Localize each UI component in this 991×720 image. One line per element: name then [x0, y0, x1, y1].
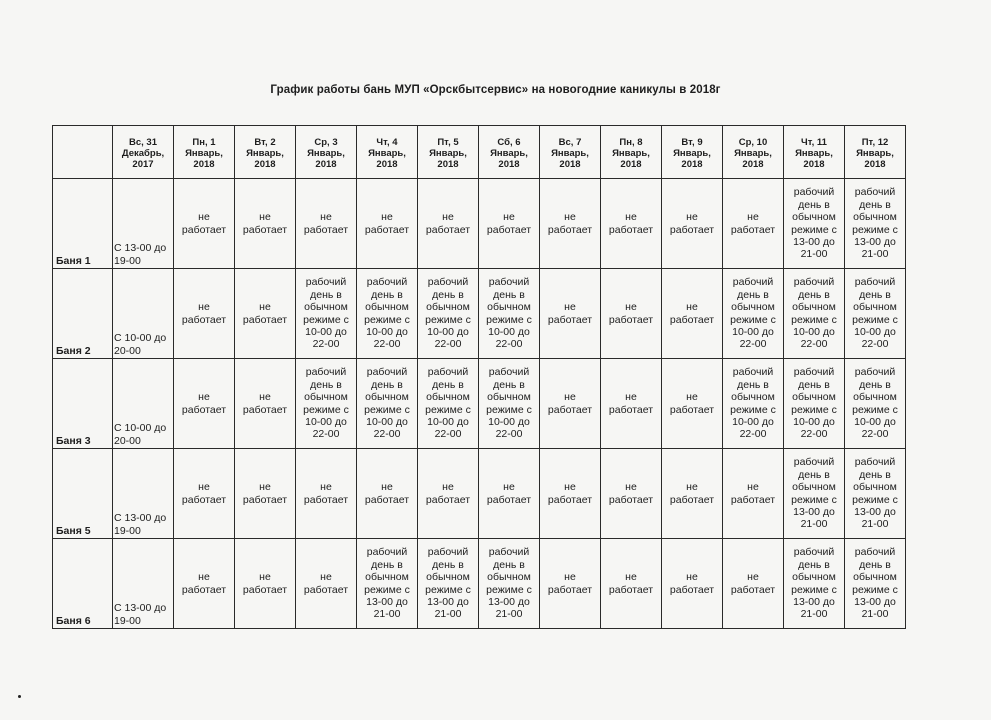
column-header: Вс, 31 Декабрь, 2017 [113, 126, 174, 179]
schedule-cell-text: рабочий день в обычном режиме с 10-00 до 22-00 [852, 276, 898, 351]
schedule-cell [662, 359, 723, 449]
schedule-cell [296, 539, 357, 629]
schedule-cell [296, 179, 357, 269]
schedule-cell-text: рабочий день в обычном режиме с 10-00 до 22-00 [791, 366, 837, 441]
schedule-cell [418, 449, 479, 539]
schedule-cell-text: не работает [242, 301, 288, 326]
schedule-cell [174, 359, 235, 449]
schedule-cell-text: не работает [547, 391, 593, 416]
page-title: График работы бань МУП «Орскбытсервис» на новогодние каникулы в 2018г [270, 84, 721, 96]
schedule-cell-text: рабочий день в обычном режиме с 10-00 до 22-00 [303, 276, 349, 351]
schedule-cell [357, 179, 418, 269]
schedule-cell [357, 539, 418, 629]
schedule-cell [540, 359, 601, 449]
column-header: Пт, 5 Январь, 2018 [418, 126, 479, 179]
schedule-cell-text: не работает [547, 481, 593, 506]
schedule-cell [845, 179, 906, 269]
schedule-cell [357, 269, 418, 359]
column-header: Пн, 8 Январь, 2018 [601, 126, 662, 179]
schedule-cell [418, 179, 479, 269]
schedule-cell [845, 449, 906, 539]
schedule-cell-text: рабочий день в обычном режиме с 10-00 до 22-00 [791, 276, 837, 351]
schedule-cell-text: рабочий день в обычном режиме с 13-00 до 21-00 [791, 456, 837, 531]
schedule-cell [845, 269, 906, 359]
bath-name: Баня 2 [53, 269, 113, 359]
schedule-cell-text: не работает [364, 481, 410, 506]
schedule-cell [662, 449, 723, 539]
schedule-cell [723, 269, 784, 359]
schedule-cell [479, 449, 540, 539]
schedule-cell-text: не работает [608, 211, 654, 236]
schedule-cell [601, 359, 662, 449]
schedule-cell [601, 269, 662, 359]
column-header: Ср, 3 Январь, 2018 [296, 126, 357, 179]
table-row [53, 179, 906, 269]
column-header: Вт, 9 Январь, 2018 [662, 126, 723, 179]
schedule-cell [235, 359, 296, 449]
schedule-cell [784, 449, 845, 539]
regular-hours: С 10-00 до 20-00 [113, 269, 174, 359]
regular-hours: С 13-00 до 19-00 [113, 539, 174, 629]
regular-hours: С 13-00 до 19-00 [113, 449, 174, 539]
schedule-cell [174, 179, 235, 269]
column-header: Пн, 1 Январь, 2018 [174, 126, 235, 179]
schedule-cell [418, 539, 479, 629]
schedule-cell [174, 269, 235, 359]
column-header: Чт, 11 Январь, 2018 [784, 126, 845, 179]
bath-name: Баня 1 [53, 179, 113, 269]
schedule-cell [845, 359, 906, 449]
schedule-cell-text: рабочий день в обычном режиме с 10-00 до 22-00 [486, 366, 532, 441]
schedule-cell [723, 179, 784, 269]
schedule-cell [540, 539, 601, 629]
schedule-cell-text: рабочий день в обычном режиме с 13-00 до 21-00 [852, 546, 898, 621]
schedule-cell [235, 269, 296, 359]
schedule-cell-text: не работает [730, 571, 776, 596]
schedule-cell [540, 449, 601, 539]
column-header: Вт, 2 Январь, 2018 [235, 126, 296, 179]
schedule-cell-text: не работает [730, 481, 776, 506]
schedule-cell-text: не работает [547, 571, 593, 596]
schedule-cell [479, 359, 540, 449]
schedule-cell [601, 179, 662, 269]
schedule-cell-text: не работает [669, 211, 715, 236]
column-header: Вс, 7 Январь, 2018 [540, 126, 601, 179]
schedule-cell-text: не работает [669, 391, 715, 416]
schedule-cell-text: не работает [181, 481, 227, 506]
schedule-cell [296, 449, 357, 539]
schedule-cell [845, 539, 906, 629]
schedule-cell-text: рабочий день в обычном режиме с 13-00 до 21-00 [486, 546, 532, 621]
schedule-cell [235, 539, 296, 629]
schedule-cell-text: не работает [608, 571, 654, 596]
schedule-cell-text: рабочий день в обычном режиме с 13-00 до 21-00 [852, 456, 898, 531]
bath-name: Баня 6 [53, 539, 113, 629]
schedule-cell [357, 449, 418, 539]
schedule-cell-text: не работает [303, 211, 349, 236]
table-row [53, 359, 906, 449]
schedule-cell-text: не работает [486, 211, 532, 236]
schedule-cell [235, 449, 296, 539]
schedule-cell-text: рабочий день в обычном режиме с 10-00 до 22-00 [303, 366, 349, 441]
schedule-cell-text: не работает [669, 481, 715, 506]
schedule-cell [723, 359, 784, 449]
schedule-cell [601, 539, 662, 629]
bath-name: Баня 5 [53, 449, 113, 539]
table-row [53, 539, 906, 629]
schedule-cell [174, 539, 235, 629]
schedule-cell-text: не работает [181, 301, 227, 326]
bath-name: Баня 3 [53, 359, 113, 449]
scan-dot [18, 695, 21, 698]
schedule-cell [662, 269, 723, 359]
corner-cell [53, 126, 113, 179]
schedule-cell-text: не работает [547, 211, 593, 236]
schedule-cell-text: не работает [242, 391, 288, 416]
schedule-cell [479, 269, 540, 359]
schedule-cell-text: рабочий день в обычном режиме с 13-00 до 21-00 [364, 546, 410, 621]
regular-hours: С 13-00 до 19-00 [113, 179, 174, 269]
schedule-cell [601, 449, 662, 539]
schedule-cell [418, 269, 479, 359]
schedule-cell-text: рабочий день в обычном режиме с 10-00 до 22-00 [364, 276, 410, 351]
schedule-cell-text: рабочий день в обычном режиме с 13-00 до 21-00 [425, 546, 471, 621]
schedule-cell-text: не работает [303, 481, 349, 506]
schedule-cell [296, 359, 357, 449]
table-row [53, 269, 906, 359]
schedule-cell-text: рабочий день в обычном режиме с 10-00 до 22-00 [364, 366, 410, 441]
schedule-cell-text: рабочий день в обычном режиме с 10-00 до 22-00 [425, 276, 471, 351]
schedule-cell [540, 269, 601, 359]
schedule-cell-text: не работает [242, 481, 288, 506]
schedule-cell-text: рабочий день в обычном режиме с 10-00 до 22-00 [852, 366, 898, 441]
schedule-cell [235, 179, 296, 269]
column-header: Ср, 10 Январь, 2018 [723, 126, 784, 179]
schedule-body [53, 179, 906, 629]
schedule-cell [357, 359, 418, 449]
schedule-cell-text: не работает [425, 211, 471, 236]
schedule-cell-text: рабочий день в обычном режиме с 10-00 до 22-00 [486, 276, 532, 351]
header-row [53, 126, 906, 179]
schedule-cell-text: не работает [608, 391, 654, 416]
schedule-cell [723, 539, 784, 629]
schedule-cell-text: не работает [669, 571, 715, 596]
schedule-cell-text: не работает [425, 481, 471, 506]
schedule-cell-text: не работает [608, 301, 654, 326]
schedule-cell-text: не работает [242, 571, 288, 596]
schedule-cell [784, 359, 845, 449]
schedule-cell-text: не работает [669, 301, 715, 326]
schedule-cell [723, 449, 784, 539]
schedule-cell [296, 269, 357, 359]
column-header: Чт, 4 Январь, 2018 [357, 126, 418, 179]
regular-hours: С 10-00 до 20-00 [113, 359, 174, 449]
schedule-cell-text: не работает [242, 211, 288, 236]
schedule-cell [174, 449, 235, 539]
schedule-cell-text: рабочий день в обычном режиме с 13-00 до 21-00 [791, 186, 837, 261]
schedule-cell-text: рабочий день в обычном режиме с 10-00 до 22-00 [425, 366, 471, 441]
schedule-cell [784, 539, 845, 629]
schedule-cell-text: рабочий день в обычном режиме с 10-00 до 22-00 [730, 276, 776, 351]
schedule-cell-text: не работает [547, 301, 593, 326]
schedule-cell-text: не работает [730, 211, 776, 236]
schedule-cell-text: не работает [181, 571, 227, 596]
schedule-cell-text: не работает [486, 481, 532, 506]
schedule-cell-text: не работает [181, 391, 227, 416]
schedule-cell-text: не работает [364, 211, 410, 236]
schedule-cell [540, 179, 601, 269]
schedule-cell [662, 539, 723, 629]
schedule-cell [479, 539, 540, 629]
schedule-cell-text: не работает [181, 211, 227, 236]
schedule-cell [662, 179, 723, 269]
schedule-cell-text: не работает [303, 571, 349, 596]
column-header: Пт, 12 Январь, 2018 [845, 126, 906, 179]
schedule-cell-text: рабочий день в обычном режиме с 10-00 до 22-00 [730, 366, 776, 441]
schedule-cell [784, 179, 845, 269]
schedule-cell-text: не работает [608, 481, 654, 506]
column-header: Сб, 6 Январь, 2018 [479, 126, 540, 179]
schedule-cell [784, 269, 845, 359]
schedule-cell [479, 179, 540, 269]
schedule-cell [418, 359, 479, 449]
table-row [53, 449, 906, 539]
schedule-cell-text: рабочий день в обычном режиме с 13-00 до 21-00 [791, 546, 837, 621]
schedule-cell-text: рабочий день в обычном режиме с 13-00 до 21-00 [852, 186, 898, 261]
schedule-table [52, 125, 906, 629]
